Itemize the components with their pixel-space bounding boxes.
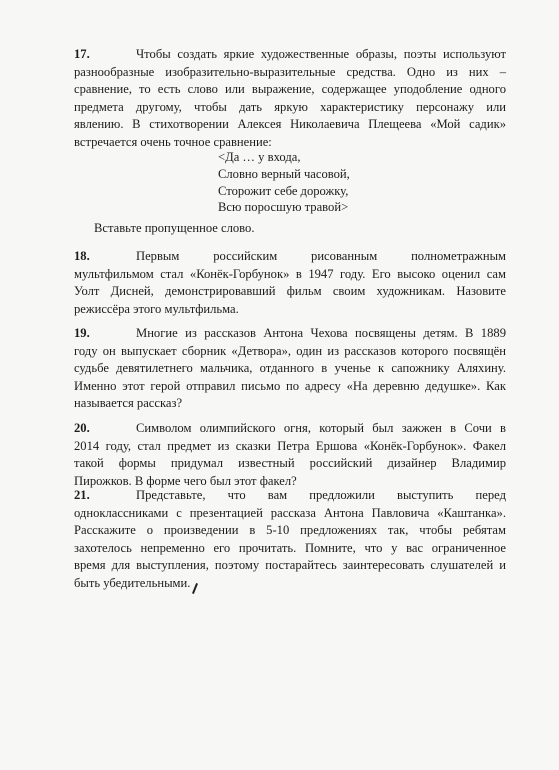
question-line: разнообразные изобразительно-выразительные средства. Одно из них – <box>74 64 506 79</box>
question-line: 18. Первым российским рисованным полнометражным <box>74 248 506 266</box>
question-number: 20. <box>74 421 90 435</box>
poem-line: <Да … у входа, <box>218 150 301 164</box>
question-line: 17. Чтобы создать яркие художественные образы, поэты используют <box>74 46 506 64</box>
question-line: 19. Многие из рассказов Антона Чехова посвящены детям. В 1889 <box>74 325 506 343</box>
question-line: сравнение, то есть слово или выражение, содержащее уподобление одного <box>74 82 506 97</box>
question-line: году он выпускает сборник «Детвора», один из рассказов которого посвящён <box>74 343 506 358</box>
poem-line: Словно верный часовой, <box>218 166 350 181</box>
question-line: предмета другому, чтобы дать яркую характеристику персонажу или <box>74 99 506 114</box>
question-number: 17. <box>74 47 90 61</box>
question-line: одноклассниками с презентацией рассказа Антона Павловича «Каштанка». <box>74 505 506 520</box>
question-line: время для выступления, поэтому постарайтесь заинтересовать слушателей и <box>74 558 506 573</box>
question-line: 21. Представьте, что вам предложили выступить перед <box>74 487 506 505</box>
question-number: 21. <box>74 488 90 502</box>
question-line: 20. Символом олимпийского огня, который был зажжен в Сочи в <box>74 420 506 438</box>
question-line: такой формы придумал известный российский дизайнер Владимир <box>74 456 506 471</box>
question-line: 2014 году, стал предмет из сказки Петра Ершова «Конёк-Горбунок». Факел <box>74 438 506 453</box>
question-line: Пирожков. В форме чего был этот факел? <box>74 473 297 488</box>
question-number: 18. <box>74 249 90 263</box>
question-18 <box>74 248 506 318</box>
question-line: режиссёра этого мультфильма. <box>74 301 239 316</box>
poem-excerpt <box>218 149 350 216</box>
question-17-instruction: Вставьте пропущенное слово. <box>94 221 255 235</box>
question-21 <box>74 487 506 593</box>
question-number: 19. <box>74 326 90 340</box>
question-line: Уолт Дисней, демонстрировавший фильм своим художникам. Назовите <box>74 284 506 299</box>
poem-line: Сторожит себе дорожку, <box>218 183 349 198</box>
question-line: захотелось непременно его прочитать. Помните, что у вас ограниченное <box>74 540 506 555</box>
question-line: Именно этот герой отправил письмо по адресу «На деревню дедушке». Как <box>74 378 506 393</box>
question-line: мультфильмом стал «Конёк-Горбунок» в 1947 году. Его высоко оценил сам <box>74 266 506 281</box>
question-19 <box>74 325 506 413</box>
poem-line: Всю поросшую травой> <box>218 200 349 215</box>
question-line: быть убедительными. <box>74 575 191 590</box>
question-line: судьбе девятилетнего мальчика, отданного в ученье к сапожнику Аляхину. <box>74 361 506 376</box>
question-line: явлению. В стихотворении Алексея Николаевича Плещеева «Мой садик» <box>74 117 506 132</box>
question-line: называется рассказ? <box>74 396 183 411</box>
question-line: Расскажите о произведении в 5-10 предложениях так, чтобы ребятам <box>74 523 506 538</box>
question-20 <box>74 420 506 490</box>
question-17 <box>74 46 506 152</box>
question-line: встречается очень точное сравнение: <box>74 134 272 149</box>
